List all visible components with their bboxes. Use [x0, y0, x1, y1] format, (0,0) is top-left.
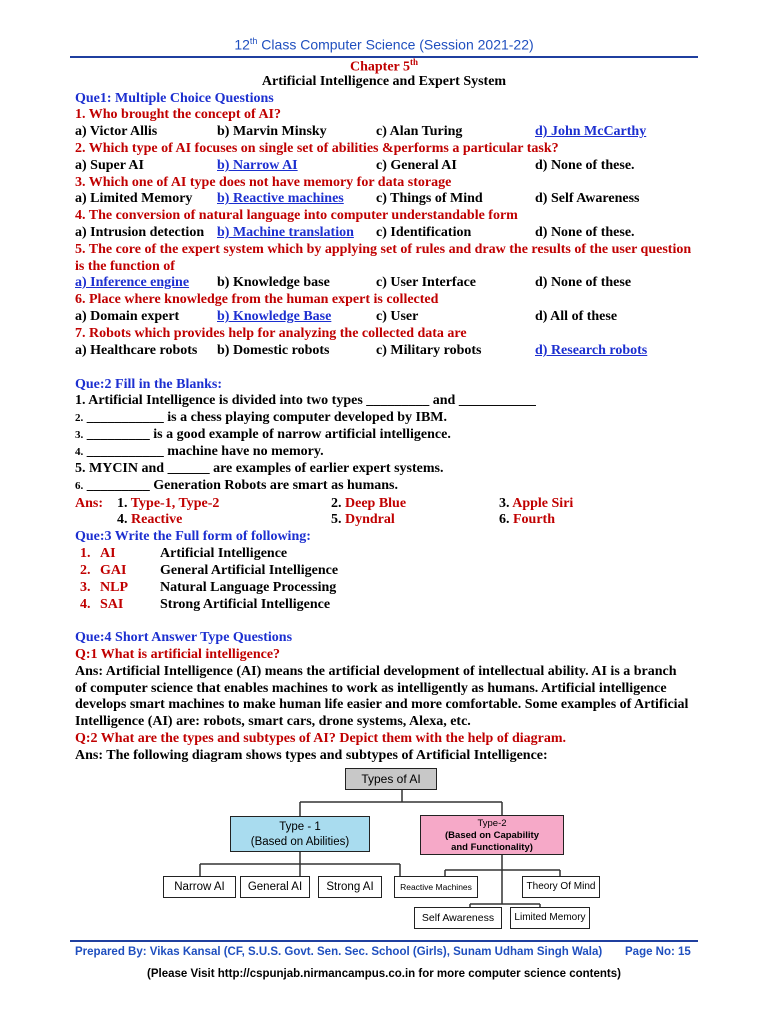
- q4-heading: Que:4 Short Answer Type Questions: [75, 630, 293, 645]
- type1-sublabel: (Based on Abilities): [250, 836, 350, 848]
- full-form-number: 3.: [80, 580, 91, 595]
- mcq-option: c) Alan Turing: [376, 124, 463, 139]
- answer-line: of computer science that enables machines to work as intelligently as humans. Artificial intelligence: [75, 681, 667, 696]
- mcq-option: b) Domestic robots: [217, 343, 330, 358]
- fill-blank-item: 1. Artificial Intelligence is divided into two types _________ and ___________: [75, 393, 536, 408]
- fill-answer: 5. Dyndral: [331, 512, 395, 527]
- diagram-narrow-ai-node: Narrow AI: [163, 876, 236, 898]
- diagram-reactive-machines-node: Reactive Machines: [394, 876, 478, 898]
- mcq-question: 3. Which one of AI type does not have memory for data storage: [75, 175, 452, 190]
- q2-heading: Que:2 Fill in the Blanks:: [75, 377, 223, 392]
- mcq-question: 7. Robots which provides help for analyzing the collected data are: [75, 326, 467, 341]
- diagram-self-awareness-node: Self Awareness: [414, 907, 502, 929]
- mcq-option: a) Limited Memory: [75, 191, 193, 206]
- fill-blank-item: 2. ___________ is a chess playing computer developed by IBM.: [75, 410, 448, 425]
- mcq-option: c) User Interface: [376, 275, 477, 290]
- fill-blank-item: 6. _________ Generation Robots are smart as humans.: [75, 478, 398, 493]
- answers-label: Ans:: [75, 496, 104, 511]
- mcq-answer: b) Knowledge Base: [217, 309, 332, 324]
- mcq-option: b) Knowledge base: [217, 275, 330, 290]
- footer-divider: [70, 940, 698, 942]
- mcq-question-cont: is the function of: [75, 259, 175, 274]
- mcq-option: d) All of these: [535, 309, 618, 324]
- mcq-option: a) Super AI: [75, 158, 144, 173]
- mcq-option: a) Domain expert: [75, 309, 180, 324]
- mcq-option: d) None of these.: [535, 225, 635, 240]
- fill-answer: 1. Type-1, Type-2: [117, 496, 220, 511]
- mcq-option: c) General AI: [376, 158, 457, 173]
- fill-blank-item: 5. MYCIN and ______ are examples of earlier expert systems.: [75, 461, 444, 476]
- type2-sublabel-2: and Functionality): [451, 842, 533, 853]
- mcq-answer: d) John McCarthy: [535, 124, 647, 139]
- full-form-text: Natural Language Processing: [160, 580, 337, 595]
- full-form-abbr: GAI: [100, 563, 127, 578]
- mcq-question: 2. Which type of AI focuses on single set of abilities &performs a particular task?: [75, 141, 559, 156]
- mcq-option: c) Military robots: [376, 343, 482, 358]
- type1-label: Type - 1: [279, 821, 321, 833]
- fill-answer: 2. Deep Blue: [331, 496, 407, 511]
- mcq-option: a) Healthcare robots: [75, 343, 198, 358]
- mcq-option: d) Self Awareness: [535, 191, 640, 206]
- footer-prepared-by: Prepared By: Vikas Kansal (CF, S.U.S. Govt. Sen. Sec. School (Girls), Sunam Udham Singh Wala): [75, 946, 603, 958]
- full-form-text: Strong Artificial Intelligence: [160, 597, 331, 612]
- diagram-type2-node: [420, 815, 564, 855]
- q3-heading: Que:3 Write the Full form of following:: [75, 529, 311, 544]
- mcq-question: 6. Place where knowledge from the human expert is collected: [75, 292, 439, 307]
- fill-answer: 4. Reactive: [117, 512, 183, 527]
- diagram-root-node: Types of AI: [345, 768, 437, 790]
- answer-line: Ans: The following diagram shows types and subtypes of Artificial Intelligence:: [75, 748, 548, 763]
- answer-line: Intelligence (AI) are: robots, smart cars, drone systems, Alexa, etc.: [75, 714, 471, 729]
- answer-line: develops smart machines to make human life easier and more comfortable. Some examples of Artificial: [75, 697, 689, 712]
- mcq-option: c) User: [376, 309, 419, 324]
- mcq-option: c) Identification: [376, 225, 472, 240]
- mcq-answer: b) Machine translation: [217, 225, 354, 240]
- full-form-number: 2.: [80, 563, 91, 578]
- chapter-subtitle: Artificial Intelligence and Expert System: [261, 74, 507, 89]
- footer-page-number: Page No: 15: [625, 946, 691, 958]
- diagram-strong-ai-node: Strong AI: [318, 876, 382, 898]
- footer-visit-note: (Please Visit http://cspunjab.nirmancampus.co.in for more computer science contents): [147, 968, 621, 980]
- diagram-type1-node: [230, 816, 370, 852]
- q1-heading: Que1: Multiple Choice Questions: [75, 91, 274, 106]
- fill-blank-item: 4. ___________ machine have no memory.: [75, 444, 324, 459]
- mcq-option: d) None of these: [535, 275, 632, 290]
- full-form-text: Artificial Intelligence: [160, 546, 288, 561]
- mcq-option: c) Things of Mind: [376, 191, 483, 206]
- mcq-option: a) Victor Allis: [75, 124, 158, 139]
- diagram-general-ai-node: General AI: [240, 876, 310, 898]
- mcq-answer: b) Reactive machines: [217, 191, 344, 206]
- fill-answer: 6. Fourth: [499, 512, 555, 527]
- full-form-abbr: AI: [100, 546, 116, 561]
- mcq-answer: b) Narrow AI: [217, 158, 298, 173]
- page-header-title: 12th Class Computer Science (Session 2021-22): [234, 36, 534, 53]
- short-question: Q:2 What are the types and subtypes of AI? Depict them with the help of diagram.: [75, 731, 567, 746]
- mcq-option: a) Intrusion detection: [75, 225, 205, 240]
- short-question: Q:1 What is artificial intelligence?: [75, 647, 281, 662]
- mcq-question: 5. The core of the expert system which by applying set of rules and draw the results of the user question: [75, 242, 692, 257]
- mcq-question: 1. Who brought the concept of AI?: [75, 107, 282, 122]
- answer-line: Ans: Artificial Intelligence (AI) means the artificial development of intellectual ability. AI is a branch: [75, 664, 677, 679]
- full-form-text: General Artificial Intelligence: [160, 563, 339, 578]
- full-form-number: 1.: [80, 546, 91, 561]
- diagram-theory-of-mind-node: Theory Of Mind: [522, 876, 600, 898]
- fill-answer: 3. Apple Siri: [499, 496, 574, 511]
- mcq-answer: a) Inference engine: [75, 275, 190, 290]
- type2-sublabel: (Based on Capability: [445, 830, 539, 841]
- full-form-number: 4.: [80, 597, 91, 612]
- type2-label: Type-2: [477, 818, 507, 829]
- full-form-abbr: SAI: [100, 597, 124, 612]
- mcq-question: 4. The conversion of natural language into computer understandable form: [75, 208, 518, 223]
- mcq-option: b) Marvin Minsky: [217, 124, 327, 139]
- diagram-limited-memory-node: Limited Memory: [510, 907, 590, 929]
- mcq-option: d) None of these.: [535, 158, 635, 173]
- fill-blank-item: 3. _________ is a good example of narrow artificial intelligence.: [75, 427, 451, 442]
- chapter-title: Chapter 5th: [349, 57, 419, 75]
- mcq-answer: d) Research robots: [535, 343, 648, 358]
- full-form-abbr: NLP: [100, 580, 128, 595]
